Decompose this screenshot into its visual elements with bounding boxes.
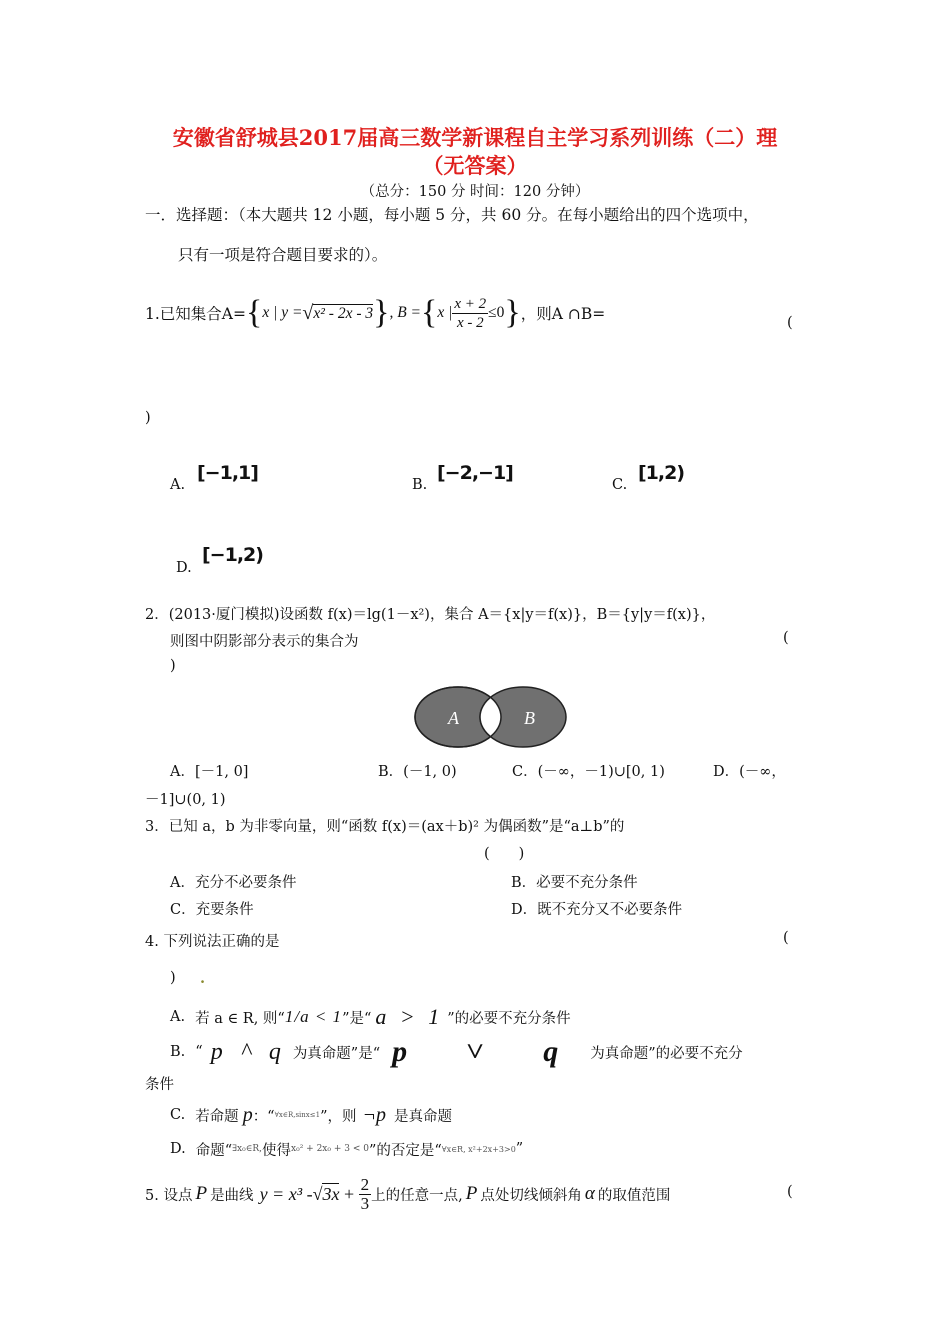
- q1-option-d-value: [−1,2): [202, 544, 263, 566]
- q3-option-c-label: C．: [170, 902, 196, 918]
- q1-answer-paren-open: (: [787, 315, 793, 331]
- q3-option-c-value: 充要条件: [195, 902, 254, 918]
- q4-option-c-math1: p: [242, 1103, 253, 1126]
- q4-option-c-text2: ：“: [252, 1108, 275, 1125]
- q2-option-d: [713, 760, 786, 781]
- question-5-stem: [145, 1172, 670, 1216]
- q5-text2: 是曲线: [210, 1187, 254, 1204]
- q4-option-d-text4: ”: [515, 1141, 524, 1157]
- q4-option-a-label: A.: [170, 1009, 186, 1025]
- q5-answer-paren-open: (: [787, 1184, 793, 1200]
- q5-fraction-denominator: 3: [360, 1193, 370, 1213]
- exam-info: （总分：150 分 时间：120 分钟）: [360, 184, 590, 200]
- q1-set-b-body: x |: [437, 304, 453, 321]
- q3-option-b-label: B．: [511, 875, 537, 891]
- q4-option-a-text2: ”是“: [342, 1010, 372, 1027]
- q4-option-c-small: ∀x∈R,sinx≤1: [274, 1111, 321, 1119]
- q1-option-b-label: B.: [412, 477, 428, 493]
- q4-option-c-label: C.: [170, 1107, 186, 1123]
- q4-option-d-small1: ∃x₀∈R,: [232, 1144, 263, 1154]
- q4-option-b: [170, 1035, 743, 1068]
- q1-option-a-label: A.: [170, 477, 186, 493]
- q3-answer-paren: ( ): [484, 846, 525, 862]
- venn-diagram: [410, 680, 575, 756]
- q3-option-a-label: A．: [170, 875, 195, 891]
- q4-option-a-math2: a > 1: [375, 1004, 444, 1029]
- q4-option-d-small3: ∀x∈R, x²+2x+3>0: [441, 1144, 516, 1154]
- q2-option-d-continued: －1]∪(0, 1): [145, 792, 226, 808]
- q1-fraction-numerator: x + 2: [454, 295, 487, 312]
- q2-option-a-value: [－1, 0]: [194, 764, 249, 780]
- q2-option-b: [378, 760, 457, 781]
- q3-option-d-value: 既不充分又不必要条件: [537, 902, 683, 918]
- q4-option-b-math1: p ^ q: [210, 1038, 287, 1065]
- q1-fraction: [452, 295, 488, 332]
- brace-close: }: [504, 294, 521, 331]
- q4-option-d-text3: ”的否定是“: [368, 1142, 442, 1159]
- q4-option-d: [170, 1138, 523, 1160]
- q1-option-c-label: C.: [612, 477, 628, 493]
- q2-answer-paren-open: (: [783, 630, 789, 646]
- q3-option-d: [511, 898, 682, 919]
- q4-option-b-math2: p ˅ q: [392, 1035, 585, 1068]
- q2-option-d-value: (－∞，: [739, 764, 786, 780]
- q4-option-a-math1: 1/a < 1: [284, 1007, 343, 1026]
- q5-fraction-numerator: 2: [360, 1174, 370, 1194]
- q3-option-d-label: D．: [511, 902, 538, 918]
- q1-answer-paren-close: ): [145, 410, 151, 426]
- q2-option-b-value: (－1, 0): [403, 764, 457, 780]
- venn-label-a: A: [448, 708, 459, 728]
- q4-option-b-text4: 条件: [145, 1077, 174, 1093]
- q5-text5: 的取值范围: [597, 1187, 671, 1204]
- q1-sqrt-body: x² - 2x - 3: [313, 304, 374, 322]
- q4-option-c-text4: 是真命题: [394, 1108, 452, 1125]
- q1-option-c-value: [1,2): [638, 462, 685, 484]
- q1-set-b-prefix: , B =: [389, 304, 422, 321]
- q4-answer-paren-close: ): [170, 970, 176, 986]
- sqrt-sign-icon: √: [312, 1183, 323, 1204]
- q4-option-d-text2: 使得: [262, 1142, 292, 1159]
- question-4-stem: 4. 下列说法正确的是: [145, 934, 280, 950]
- q1-option-a-value: [−1,1]: [197, 462, 258, 484]
- section-instructions-line2: 只有一项是符合题目要求的）。: [178, 246, 388, 264]
- q2-option-c-value: (－∞，－1)∪[0, 1): [537, 764, 665, 780]
- q4-option-c-text3: ”，则: [320, 1108, 357, 1125]
- q2-option-a: [170, 760, 248, 781]
- q5-point-p: P: [195, 1183, 208, 1204]
- q4-option-d-label: D.: [170, 1141, 186, 1157]
- question-2-stem-line2: 则图中阴影部分表示的集合为: [170, 634, 359, 650]
- q3-option-a-value: 充分不必要条件: [194, 875, 297, 891]
- question-3-stem: 3．已知 a，b 为非零向量，则“函数 f(x)＝(ax＋b)² 为偶函数”是“a⊥b”的: [145, 819, 625, 835]
- q4-option-d-text1: 命题“: [195, 1142, 233, 1159]
- q4-dot-mark: .: [200, 970, 206, 987]
- q5-curve-lhs: y = x³ -: [259, 1183, 313, 1204]
- q3-option-b-value: 必要不充分条件: [536, 875, 638, 891]
- q5-plus: +: [339, 1183, 359, 1204]
- q5-text3: 上的任意一点,: [371, 1187, 463, 1204]
- q4-option-b-text1: “: [195, 1044, 203, 1060]
- q5-text4: 点处切线倾斜角: [480, 1187, 582, 1204]
- q2-option-c: [512, 760, 665, 781]
- question-1-stem: [145, 290, 605, 336]
- q1-set-b-condition: ≤0: [488, 304, 505, 321]
- q3-option-b: [511, 871, 638, 892]
- q2-option-c-label: C．: [512, 764, 538, 780]
- q1-fraction-denominator: x - 2: [456, 314, 484, 331]
- q4-option-a: [170, 1006, 571, 1028]
- q4-option-c: [170, 1104, 452, 1126]
- q4-option-b-text2: 为真命题”是“: [292, 1045, 381, 1062]
- q1-prefix: 1.已知集合A=: [145, 305, 246, 323]
- question-2-stem-line1: 2．(2013·厦门模拟)设函数 f(x)＝lg(1－x²)，集合 A＝{x|y＝f(x)}，B＝{y|y＝f(x)}，: [145, 607, 716, 623]
- q2-option-b-label: B．: [378, 764, 404, 780]
- q1-option-d-label: D.: [176, 560, 192, 576]
- q4-option-c-text1: 若命题: [195, 1108, 239, 1125]
- q1-option-b-value: [−2,−1]: [437, 462, 513, 484]
- q1-suffix: ，则A ∩B=: [520, 305, 606, 323]
- q5-text1: 5. 设点: [145, 1187, 193, 1204]
- q5-fraction: [359, 1176, 372, 1213]
- brace-close: }: [373, 294, 390, 331]
- q3-option-c: [170, 898, 254, 919]
- q3-option-a: [170, 871, 296, 892]
- q4-option-b-text3: 为真命题”的必要不充分: [590, 1045, 743, 1062]
- page-title: 安徽省舒城县2017届高三数学新课程自主学习系列训练（二）理: [172, 125, 778, 150]
- q2-answer-paren-close: ): [170, 658, 176, 674]
- q2-option-a-label: A．: [170, 764, 195, 780]
- sqrt-sign-icon: √: [302, 301, 314, 324]
- section-instructions-line1: 一．选择题：（本大题共 12 小题，每小题 5 分，共 60 分。在每小题给出的四个选项中，: [145, 206, 759, 224]
- q5-sqrt-body: 3x: [322, 1184, 340, 1204]
- q5-alpha: α: [584, 1183, 595, 1204]
- brace-open: {: [421, 294, 438, 331]
- q4-option-a-text1: 若 a ∈ R, 则“: [195, 1010, 285, 1027]
- q2-option-d-label: D．: [713, 764, 740, 780]
- q4-answer-paren-open: (: [783, 930, 789, 946]
- q4-option-b-label: B.: [170, 1044, 186, 1060]
- q1-set-a-body: x | y =: [262, 304, 303, 321]
- q4-option-d-small2: x₀² + 2x₀ + 3 < 0: [291, 1144, 369, 1154]
- q4-option-c-math2: ¬p: [362, 1103, 386, 1126]
- brace-open: {: [245, 294, 263, 331]
- q5-point-p-2: P: [465, 1183, 478, 1204]
- venn-label-b: B: [524, 708, 535, 728]
- page-title-suffix: （无答案）: [422, 153, 528, 178]
- q4-option-a-text3: ”的必要不充分条件: [447, 1010, 571, 1027]
